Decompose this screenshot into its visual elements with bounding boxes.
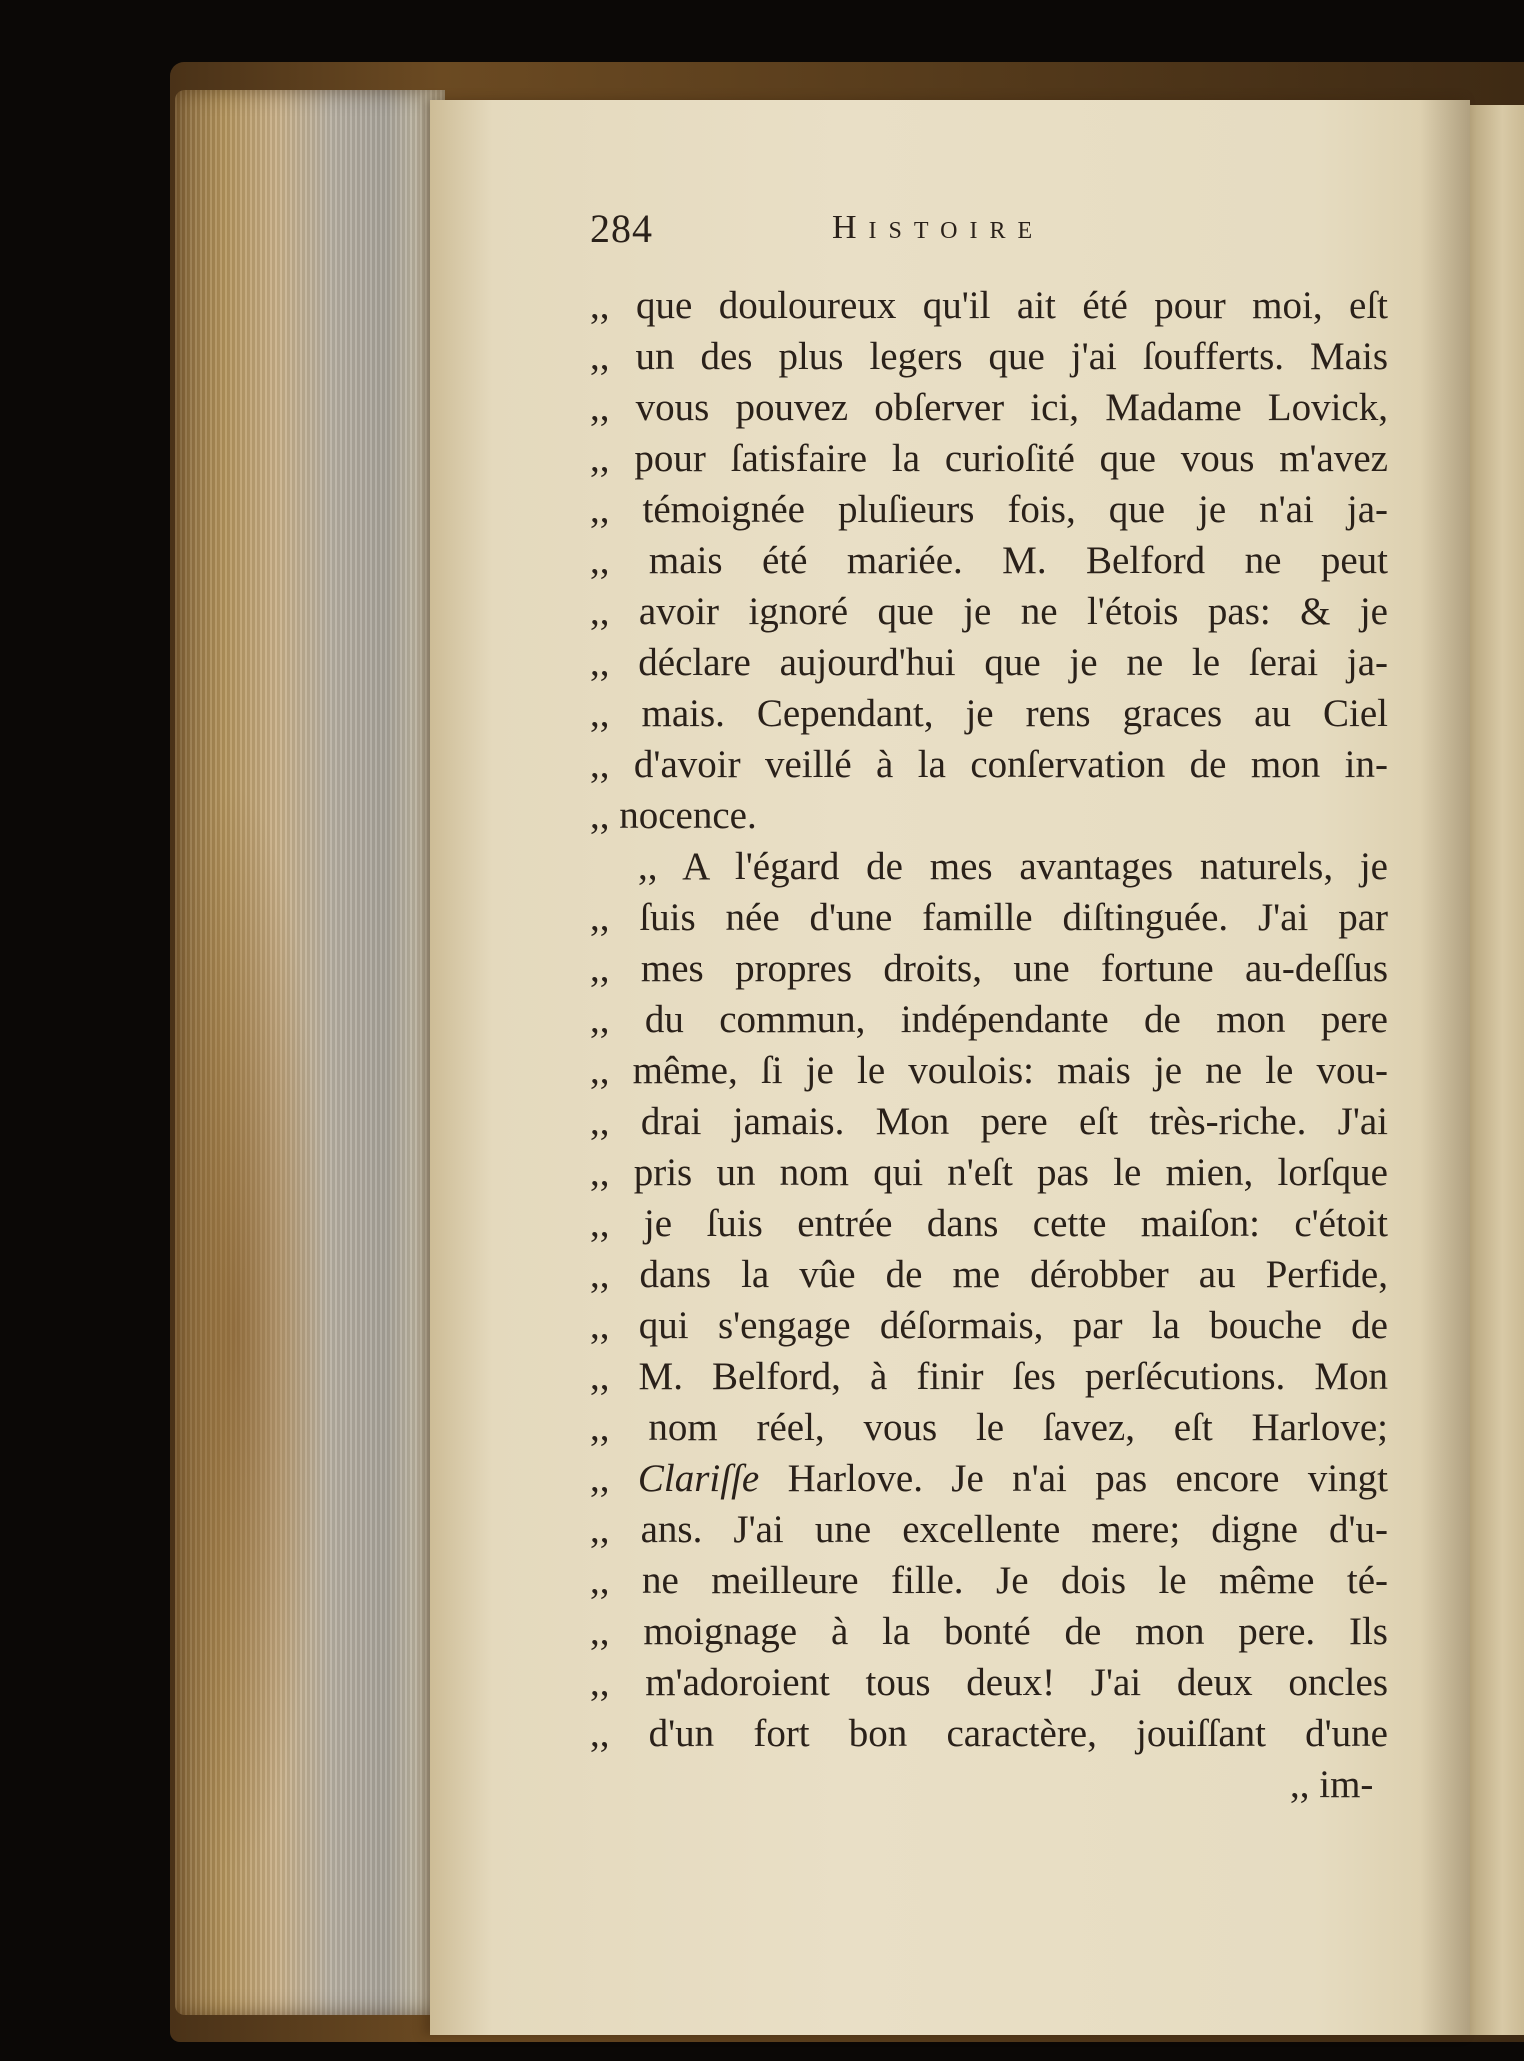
text-line: ,, nom réel, vous le ſavez, eſt Harlove; bbox=[590, 1406, 1388, 1449]
page-number: 284 bbox=[590, 206, 653, 251]
text-line: ,, même, ſi je le voulois: mais je ne le vou- bbox=[590, 1049, 1388, 1092]
text-line: ,, ne meilleure fille. Je dois le même té- bbox=[590, 1559, 1388, 1602]
text-line: ,, drai jamais. Mon pere eſt très-riche. J'ai bbox=[590, 1100, 1388, 1143]
text-line: ,, mais. Cependant, je rens graces au Ciel bbox=[590, 692, 1388, 735]
text-line: ,, dans la vûe de me dérobber au Perfide, bbox=[590, 1253, 1388, 1296]
text-line: ,, mais été mariée. M. Belford ne peut bbox=[590, 539, 1388, 582]
page-header bbox=[590, 205, 1390, 255]
text-line: ,, pour ſatisfaire la curioſité que vous m'avez bbox=[590, 437, 1388, 480]
text-line: ,, témoignée pluſieurs fois, que je n'ai ja- bbox=[590, 488, 1388, 531]
foxing-stain bbox=[175, 780, 325, 1880]
text-line: ,, ſuis née d'une famille diſtinguée. J'ai par bbox=[590, 896, 1388, 939]
text-line: ,, avoir ignoré que je ne l'étois pas: & je bbox=[590, 590, 1388, 633]
text-line: ,, M. Belford, à finir ſes perſécutions. Mon bbox=[590, 1355, 1388, 1398]
text-line-rest: Harlove. Je n'ai pas encore vingt bbox=[759, 1457, 1388, 1500]
text-line: ,, m'adoroient tous deux! J'ai deux oncles bbox=[590, 1661, 1388, 1704]
gutter-shadow bbox=[1420, 100, 1470, 2035]
text-line: ,, moignage à la bonté de mon pere. Ils bbox=[590, 1610, 1388, 1653]
text-line: ,, A l'égard de mes avantages naturels, je bbox=[638, 845, 1388, 888]
text-line: ,, vous pouvez obſerver ici, Madame Lovick, bbox=[590, 386, 1388, 429]
text-line: ,, qui s'engage déſormais, par la bouche de bbox=[590, 1304, 1388, 1347]
facing-page-edge bbox=[1470, 105, 1524, 2035]
text-line: ,, mes propres droits, une fortune au-deſſus bbox=[590, 947, 1388, 990]
text-line: ,, d'un fort bon caractère, jouiſſant d'une bbox=[590, 1712, 1388, 1755]
text-line: ,, d'avoir veillé à la conſervation de mon in- bbox=[590, 743, 1388, 786]
text-line-with-italic bbox=[590, 1453, 1388, 1504]
text-line: ,, déclare aujourd'hui que je ne le ſerai ja- bbox=[590, 641, 1388, 684]
italic-name: Clariſſe bbox=[637, 1457, 760, 1500]
text-line: ,, ans. J'ai une excellente mere; digne d'u- bbox=[590, 1508, 1388, 1551]
text-line: ,, du commun, indépendante de mon pere bbox=[590, 998, 1388, 1041]
text-line: ,, nocence. bbox=[590, 794, 757, 837]
text-line: ,, que douloureux qu'il ait été pour moi, eſt bbox=[590, 284, 1388, 327]
text-line: ,, je ſuis entrée dans cette maiſon: c'étoit bbox=[590, 1202, 1388, 1245]
quote-marks: ,, bbox=[590, 1457, 638, 1500]
catchword: ,, im- bbox=[1290, 1763, 1374, 1806]
text-line: ,, pris un nom qui n'eſt pas le mien, lorſque bbox=[590, 1151, 1388, 1194]
text-line: ,, un des plus legers que j'ai ſoufferts. Mais bbox=[590, 335, 1388, 378]
running-title: Histoire bbox=[832, 209, 1045, 246]
body-text bbox=[590, 280, 1388, 1759]
